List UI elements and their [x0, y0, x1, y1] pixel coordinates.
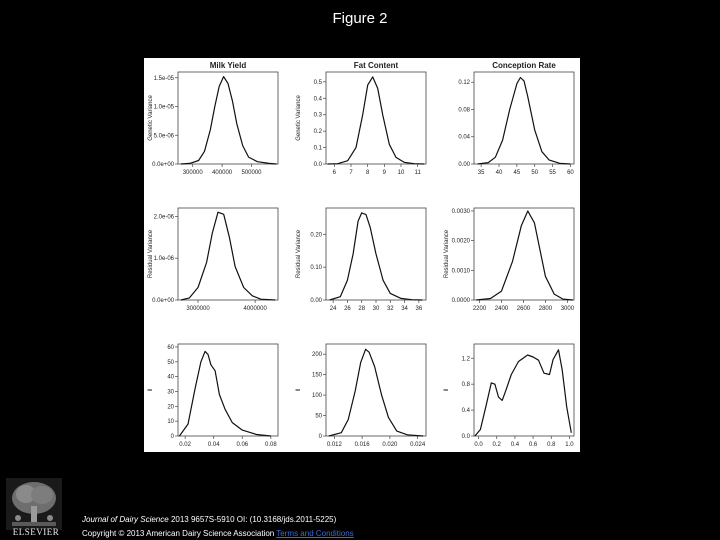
x-tick-label: 2800: [538, 306, 553, 312]
x-tick-label: 6: [332, 170, 337, 176]
x-tick-label: 4000000: [243, 306, 267, 312]
y-tick-label: 0.00: [458, 162, 470, 168]
x-tick-label: 30: [372, 306, 380, 312]
y-tick-label: 0.0: [313, 162, 322, 168]
panel-row1-col1: [148, 61, 278, 176]
y-tick-label: 0.12: [458, 80, 470, 87]
y-axis-label: ll: [296, 388, 302, 392]
x-tick-label: 7: [349, 170, 353, 176]
figure-grid: [144, 58, 580, 452]
panel-row3-col3: [444, 344, 574, 448]
y-tick-label: 150: [311, 372, 322, 379]
y-tick-label: 0.20: [310, 232, 322, 239]
x-tick-label: 0.02: [179, 442, 191, 448]
x-tick-label: 400000: [212, 170, 233, 176]
y-tick-label: 0.0020: [451, 238, 470, 245]
y-tick-label: 0.00: [310, 298, 322, 304]
y-tick-label: 1.0e-06: [153, 256, 174, 263]
panel-row3-col1: [148, 344, 278, 448]
y-tick-label: 0.8: [461, 382, 470, 389]
y-axis-label: Residual Variance: [148, 229, 154, 279]
y-axis-label: Genetic Variance: [296, 95, 302, 141]
x-tick-label: 11: [414, 170, 421, 176]
x-tick-label: 300000: [182, 170, 203, 176]
y-tick-label: 50: [315, 413, 322, 420]
panel-title: Milk Yield: [209, 61, 247, 70]
plot-frame: [178, 208, 278, 300]
y-tick-label: 0.0e+00: [152, 298, 174, 304]
x-tick-label: 0.8: [547, 442, 556, 448]
x-tick-label: 2600: [516, 306, 531, 312]
y-tick-label: 0.0030: [451, 208, 470, 215]
y-tick-label: 0.04: [458, 134, 470, 141]
x-tick-label: 0.012: [326, 442, 342, 448]
density-curve: [181, 212, 275, 300]
citation-details: 2013 9657S-5910 OI: (10.3168/jds.2011-5225): [168, 515, 337, 524]
y-tick-label: 5.0e-06: [153, 133, 174, 140]
y-axis-label: Residual Variance: [296, 229, 302, 279]
x-tick-label: 40: [495, 170, 503, 176]
x-tick-label: 32: [386, 306, 394, 312]
x-tick-label: 10: [397, 170, 405, 176]
y-tick-label: 0: [170, 434, 174, 440]
density-curve: [476, 211, 573, 300]
density-curve: [181, 77, 277, 164]
x-tick-label: 0.08: [265, 442, 277, 448]
y-tick-label: 0.2: [313, 129, 322, 136]
slide-title: Figure 2: [332, 10, 388, 27]
x-tick-label: 500000: [241, 170, 262, 176]
y-axis-label: ll: [148, 388, 154, 392]
y-tick-label: 30: [167, 389, 174, 396]
x-tick-label: 3000: [560, 306, 575, 312]
plot-frame: [474, 72, 574, 164]
panel-row2-col3: [444, 208, 575, 312]
x-tick-label: 35: [477, 170, 485, 176]
panel-row2-col1: [148, 208, 278, 312]
density-curve: [329, 349, 423, 436]
copyright-line: [82, 529, 354, 538]
y-axis-label: Genetic Variance: [148, 95, 154, 141]
elsevier-tree-logo: [6, 478, 62, 530]
y-tick-label: 200: [311, 352, 322, 359]
x-tick-label: 8: [365, 170, 370, 176]
x-tick-label: 24: [329, 306, 337, 312]
publisher-wordmark: ELSEVIER: [12, 527, 60, 537]
x-tick-label: 0.6: [528, 442, 538, 448]
y-tick-label: 0.0010: [451, 268, 470, 275]
y-axis-label: ll: [444, 388, 450, 392]
y-tick-label: 0.4: [313, 96, 322, 103]
plot-frame: [178, 344, 278, 436]
density-curve: [179, 351, 271, 436]
y-tick-label: 100: [311, 393, 322, 400]
y-tick-label: 50: [167, 359, 174, 366]
x-tick-label: 50: [531, 170, 539, 176]
y-tick-label: 0.3: [313, 112, 322, 119]
x-tick-label: 0.024: [410, 442, 426, 448]
y-tick-label: 0.1: [313, 145, 322, 152]
panel-title: Fat Content: [353, 61, 399, 70]
y-tick-label: 1.0e-05: [153, 104, 174, 111]
x-tick-label: 3000000: [186, 306, 210, 312]
y-axis-label: Residual Variance: [444, 229, 450, 279]
y-tick-label: 0.08: [458, 107, 470, 114]
density-curve: [478, 78, 571, 165]
density-curve: [475, 350, 571, 436]
y-tick-label: 0.0e+00: [152, 162, 174, 168]
x-tick-label: 9: [382, 170, 387, 176]
density-curve: [330, 213, 423, 300]
x-tick-label: 0.016: [354, 442, 370, 448]
y-tick-label: 0: [318, 434, 322, 440]
x-tick-label: 0.2: [492, 442, 501, 448]
x-tick-label: 36: [415, 306, 423, 312]
y-tick-label: 0.5: [313, 79, 322, 86]
plot-frame: [474, 208, 574, 300]
figure-panel: [144, 58, 580, 452]
x-tick-label: 2400: [494, 306, 509, 312]
y-tick-label: 40: [167, 374, 174, 381]
panel-row1-col3: [458, 61, 574, 176]
y-tick-label: 10: [167, 419, 174, 426]
y-tick-label: 60: [167, 344, 174, 351]
terms-and-conditions-link[interactable]: Terms and Conditions: [276, 529, 354, 538]
panel-row2-col2: [296, 208, 426, 312]
x-tick-label: 0.0: [474, 442, 483, 448]
y-tick-label: 0.0: [461, 434, 470, 440]
journal-name: Journal of Dairy Science: [82, 515, 169, 524]
y-tick-label: 1.2: [461, 356, 470, 363]
copyright-text: Copyright © 2013 American Dairy Science Association: [82, 529, 277, 538]
x-tick-label: 0.06: [236, 442, 249, 448]
x-tick-label: 0.04: [207, 442, 220, 448]
plot-frame: [326, 344, 426, 436]
x-tick-label: 45: [513, 170, 521, 176]
y-tick-label: 0.4: [461, 408, 470, 415]
y-tick-label: 0.0000: [451, 298, 470, 304]
x-tick-label: 55: [549, 170, 556, 176]
y-tick-label: 2.0e-06: [153, 214, 174, 221]
y-tick-label: 0.10: [310, 265, 322, 272]
panel-row1-col2: [296, 61, 426, 176]
y-tick-label: 1.5e-05: [153, 75, 174, 82]
citation-line: [82, 515, 336, 524]
panel-title: Conception Rate: [492, 61, 556, 70]
panel-row3-col2: [296, 344, 426, 448]
density-curve: [328, 77, 425, 164]
x-tick-label: 0.4: [510, 442, 520, 448]
x-tick-label: 28: [358, 306, 366, 312]
x-tick-label: 1.0: [565, 442, 574, 448]
x-tick-label: 26: [344, 306, 351, 312]
x-tick-label: 0.020: [382, 442, 398, 448]
y-tick-label: 20: [167, 404, 174, 411]
x-tick-label: 60: [567, 170, 574, 176]
x-tick-label: 34: [401, 306, 408, 312]
x-tick-label: 2200: [472, 306, 487, 312]
